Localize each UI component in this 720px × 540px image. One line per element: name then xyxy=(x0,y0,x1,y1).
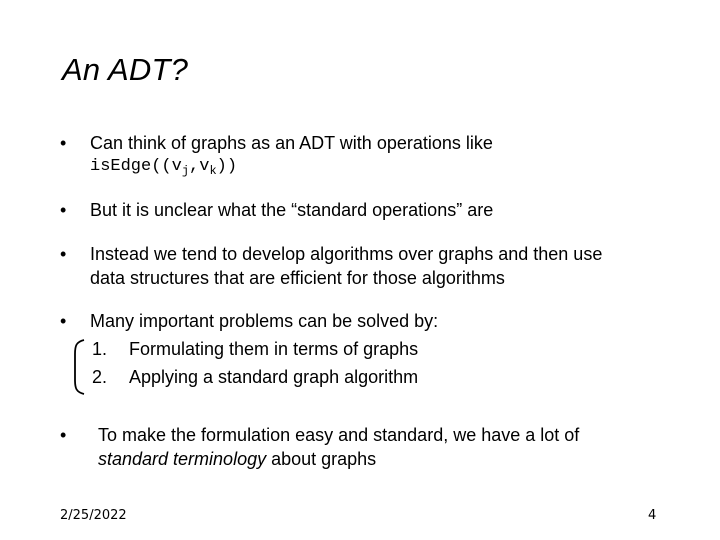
bullet-unclear-operations xyxy=(60,198,690,222)
code-isedge: $isEdge((v_j,v_k))$ xyxy=(90,157,238,178)
slide-title: An ADT? xyxy=(62,52,189,87)
bullet-text: data structures that are efficient for those algorithms xyxy=(90,268,505,288)
numbered-list xyxy=(92,335,418,391)
bullet-terminology xyxy=(60,423,690,471)
bracket-icon xyxy=(72,338,86,396)
bullet-dot-icon: • xyxy=(60,244,67,264)
bullet-text: Can think of graphs as an ADT with operations like xyxy=(90,133,493,153)
footer-date: 2/25/2022 xyxy=(60,508,127,523)
bullet-text: standard terminology about graphs xyxy=(98,449,377,469)
bullet-text: To make the formulation easy and standard, we have a lot of xyxy=(98,425,580,445)
bullet-adt-operations xyxy=(60,131,690,183)
bullet-dot-icon: • xyxy=(60,425,67,445)
italic-term: standard terminology xyxy=(98,449,267,469)
bullet-dot-icon: • xyxy=(60,311,67,331)
bullet-algorithms xyxy=(60,242,690,290)
bullet-problems xyxy=(60,309,690,333)
bullet-text: Many important problems can be solved by: xyxy=(90,311,439,331)
bullet-text: But it is unclear what the “standard operations” are xyxy=(90,200,494,220)
bullet-text: Instead we tend to develop algorithms over graphs and then use xyxy=(90,244,603,264)
bullet-dot-icon: • xyxy=(60,200,67,220)
bullet-dot-icon: • xyxy=(60,133,67,153)
list-item: 2. Applying a standard graph algorithm xyxy=(92,367,419,387)
list-item: 1. Formulating them in terms of graphs xyxy=(92,339,419,359)
page-number: 4 xyxy=(648,508,657,523)
